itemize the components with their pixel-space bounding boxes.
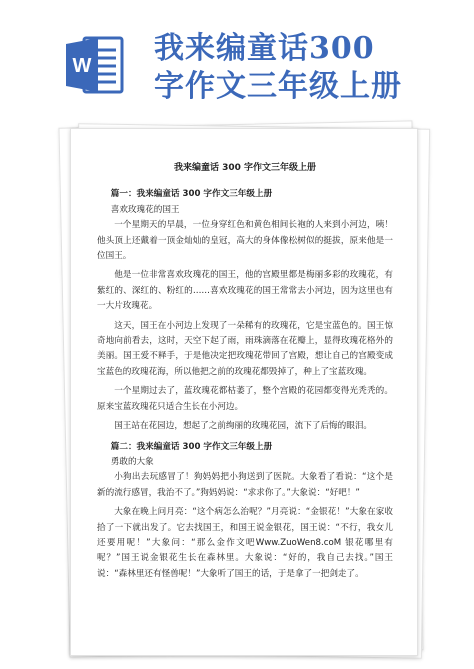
section-heading: 篇二：我来编童话 300 字作文三年级上册	[110, 441, 273, 452]
paragraph: 大象在晚上问月亮：“这个病怎么治呢？”月亮说：“金银花！”大象在家收拾了一下就出发了。它去找国王，和国王说金银花，国王说：“不行，我女儿还要用呢！”大象问：“那么金作文吧Www.ZuoWen8.coM 银花哪里有呢？”国王说金银花生长在森林里。大象说：“好的，我自己去找。”国王说：“森林里还有怪兽呢！”大象听了国王的话，于是拿了一把剑走了。	[97, 507, 393, 579]
word-document-icon	[64, 34, 126, 96]
document-body	[97, 161, 393, 582]
paragraph: 这天，国王在小河边上发现了一朵稀有的玫瑰花，它是宝蓝色的。国王惊奇地向前看去，这时，天空下起了雨，雨珠滴落在花瓣上，显得玫瑰花格外的美丽。国王爱不释手，于是他决定把玫瑰花带回了宫殿，想让自己的宫殿变成宝蓝色的玫瑰花海，所以他把之前的玫瑰花都毁掉了，种上了宝蓝玫瑰。	[97, 320, 393, 377]
document-page[interactable]	[70, 128, 418, 656]
paragraph: 小狗出去玩感冒了！狗妈妈把小狗送到了医院。大象看了看说：“这个是新的流行感冒，我治不了。”狗妈妈说：“求求你了。”大象说：“好吧！”	[97, 472, 393, 498]
header-banner	[0, 0, 474, 120]
document-title: 我来编童话 300 字作文三年级上册	[173, 163, 317, 173]
page-title	[154, 30, 469, 106]
section-subtitle: 勇敢的大象	[110, 456, 154, 467]
section-heading: 篇一：我来编童话 300 字作文三年级上册	[110, 189, 273, 200]
paragraph: 国王站在花园边，想起了之前绚丽的玫瑰花园，流下了后悔的眼泪。	[114, 421, 373, 432]
section-subtitle: 喜欢玫瑰花的国王	[110, 204, 180, 215]
paragraph: 一个星期天的早晨，一位身穿红色和黄色相间长袍的人来到小河边，咦！他头顶上还戴着一顶金灿灿的皇冠，高大的身体像松树似的挺拔，原来他是一位国王。	[97, 220, 393, 262]
page-title-line2: 字作文三年级上册	[154, 69, 402, 104]
document-preview	[70, 128, 418, 658]
paragraph: 一个星期过去了，蓝玫瑰花都枯萎了，整个宫殿的花园都变得光秃秃的。原来宝蓝玫瑰花只适合生长在小河边。	[97, 386, 393, 412]
paragraph: 他是一位非常喜欢玫瑰花的国王，他的宫殿里都是梅丽多彩的玫瑰花，有紫红的、深红的、粉红的……喜欢玫瑰花的国王常常去小河边，因为这里也有一大片玫瑰花。	[97, 270, 393, 312]
page-title-line1: 我来编童话300	[154, 31, 375, 66]
word-icon-letter: W	[72, 55, 92, 77]
